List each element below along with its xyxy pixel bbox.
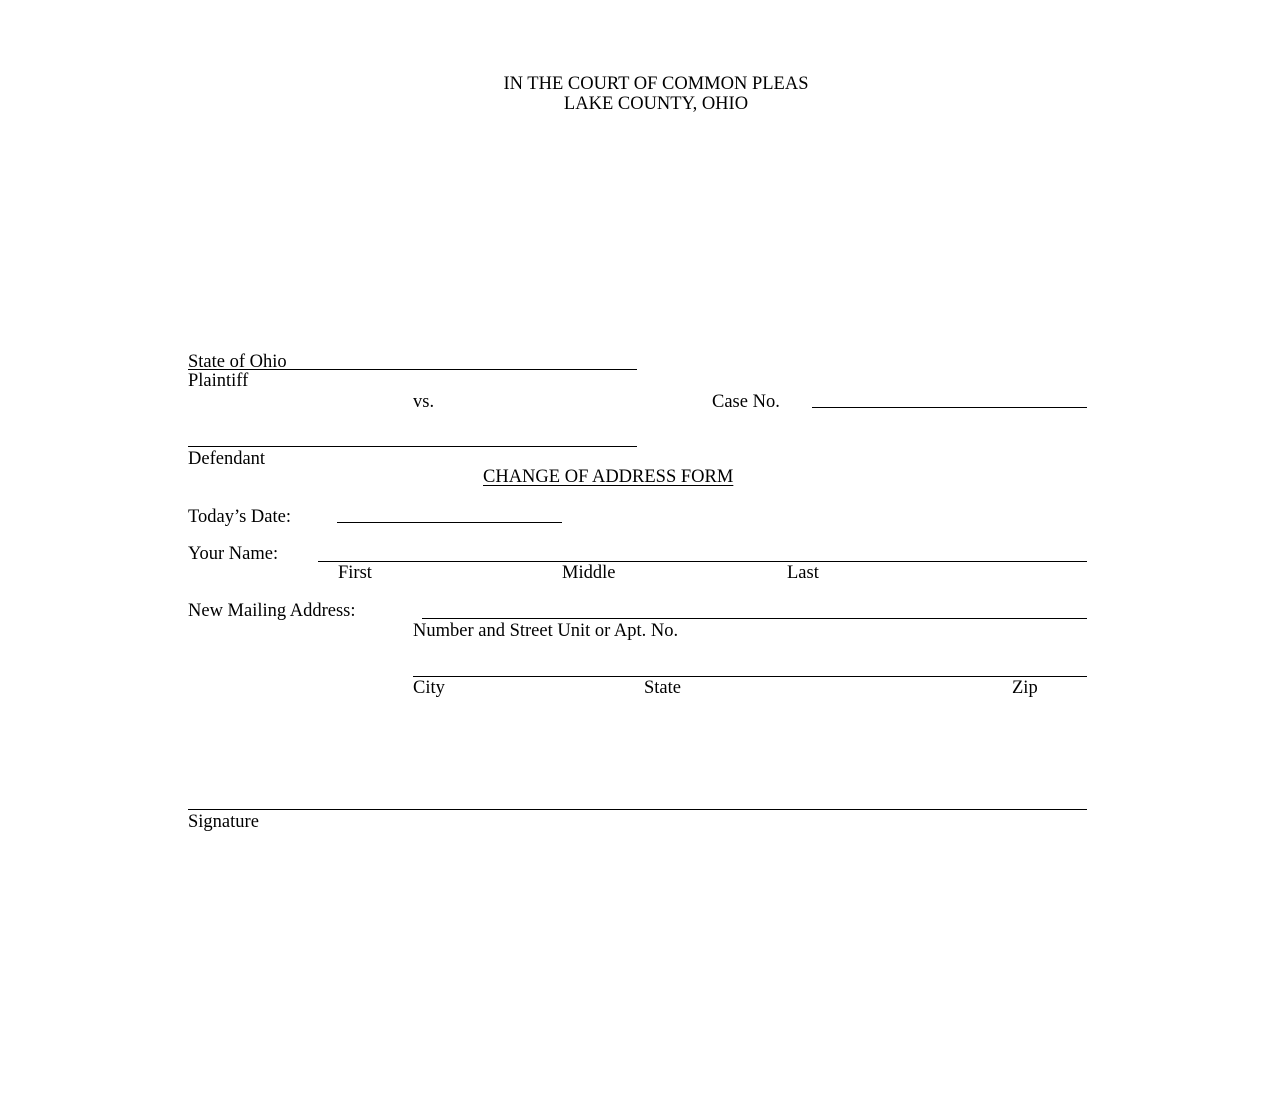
- form-title: CHANGE OF ADDRESS FORM: [483, 467, 734, 487]
- case-number-label: Case No.: [712, 392, 780, 412]
- street-caption: Number and Street Unit or Apt. No.: [413, 621, 679, 641]
- street-line[interactable]: [422, 618, 1087, 619]
- signature-label: Signature: [188, 812, 259, 832]
- plaintiff-line[interactable]: [188, 369, 637, 370]
- defendant-line[interactable]: [188, 446, 637, 447]
- defendant-label: Defendant: [188, 449, 266, 469]
- versus-text: vs.: [413, 392, 435, 412]
- city-state-zip-line[interactable]: [413, 676, 1087, 677]
- zip-caption: Zip: [1012, 678, 1038, 698]
- date-line[interactable]: [337, 522, 562, 523]
- name-line[interactable]: [318, 561, 1087, 562]
- state-caption: State: [644, 678, 681, 698]
- name-last-caption: Last: [787, 563, 819, 583]
- name-middle-caption: Middle: [562, 563, 616, 583]
- date-label: Today’s Date:: [188, 507, 291, 527]
- signature-line[interactable]: [188, 809, 1087, 810]
- case-number-line[interactable]: [812, 407, 1087, 408]
- name-first-caption: First: [338, 563, 372, 583]
- plaintiff-value: State of Ohio: [188, 352, 287, 372]
- county-heading: LAKE COUNTY, OHIO: [563, 94, 749, 114]
- plaintiff-label: Plaintiff: [188, 371, 249, 391]
- court-heading: IN THE COURT OF COMMON PLEAS: [503, 74, 809, 94]
- city-caption: City: [413, 678, 445, 698]
- name-label: Your Name:: [188, 544, 279, 564]
- address-label: New Mailing Address:: [188, 601, 356, 621]
